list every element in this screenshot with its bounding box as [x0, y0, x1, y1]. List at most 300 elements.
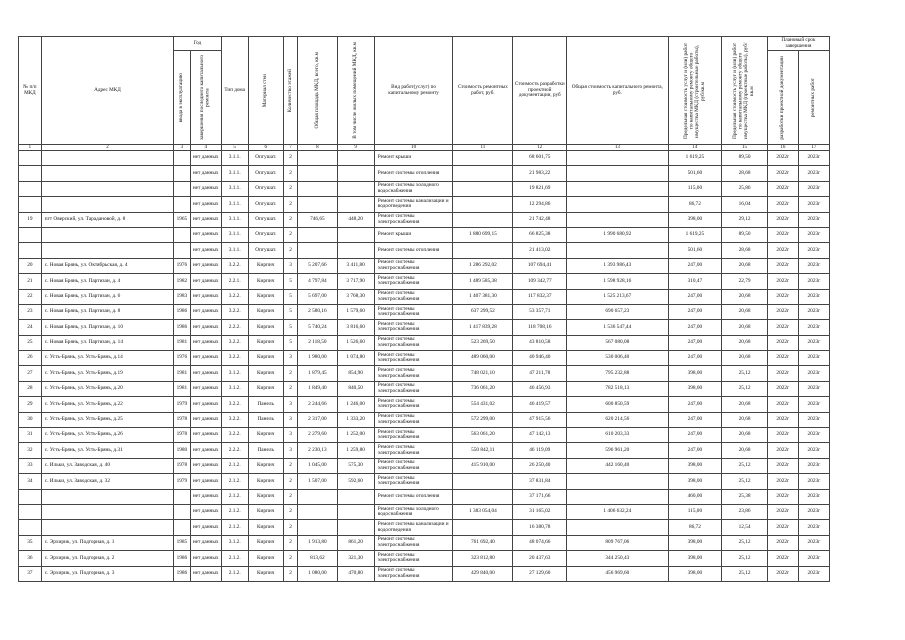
cell-living-area: 854,90	[337, 366, 374, 381]
table-row	[19, 504, 830, 519]
cell-term-design: 2022г	[767, 535, 798, 550]
cell-living-area: 840,50	[337, 381, 374, 396]
cell-total-area: 2 580,16	[298, 304, 337, 319]
cell-floors: 2	[283, 489, 297, 504]
cell-year: 1981	[174, 381, 191, 396]
cell-floors: 5	[283, 304, 297, 319]
cell-term-design: 2022г	[767, 397, 798, 412]
cell-last-repair: нет данных	[190, 412, 221, 427]
cell-total-area: 1 045,00	[298, 458, 337, 473]
cell-limit-cost-design: 28,68	[722, 243, 768, 258]
cell-last-repair: нет данных	[190, 166, 221, 181]
table-row	[19, 381, 830, 396]
cell-cost-repair: 1 880 699,15	[453, 227, 513, 242]
cell-total-area: 2 317,00	[298, 412, 337, 427]
cell-address: с. Новая Брянь, ул. Партизан, д. 10	[41, 320, 173, 335]
cell-total-cost: 344 250,43	[567, 551, 668, 566]
cell-total-cost: 795 232,88	[567, 366, 668, 381]
cell-cost-design: 31 165,02	[513, 504, 567, 519]
cell-term-works: 2023г	[798, 197, 829, 212]
cell-type: 3.1.2.	[221, 381, 248, 396]
cell-year: 1976	[174, 351, 191, 366]
cell-term-works: 2023г	[798, 243, 829, 258]
cell-cost-design: 19 821,69	[513, 181, 567, 196]
cell-total-area: 2 279,60	[298, 428, 337, 443]
table-row	[19, 520, 830, 535]
cell-work-type: Ремонт системы канализации и водоотведения	[374, 197, 453, 212]
cell-num: 27	[19, 366, 42, 381]
cell-limit-cost-design: 25,12	[722, 474, 768, 489]
cell-last-repair: нет данных	[190, 320, 221, 335]
cell-limit-cost-design: 25,12	[722, 551, 768, 566]
cell-type: 3.2.2.	[221, 258, 248, 273]
cell-address: с. Усть-Брянь, ул. Усть-Брянь, д.25	[41, 412, 173, 427]
cell-cost-repair: 523 269,50	[453, 335, 513, 350]
cell-living-area	[337, 197, 374, 212]
cell-last-repair: нет данных	[190, 566, 221, 581]
cell-total-cost	[567, 181, 668, 196]
cell-living-area: 3 717,90	[337, 274, 374, 289]
cell-cost-design: 47 915,56	[513, 412, 567, 427]
cell-limit-cost: 398,00	[668, 366, 722, 381]
cell-type: 3.2.2.	[221, 412, 248, 427]
cell-term-works: 2023г	[798, 535, 829, 550]
cell-type: 3.1.1.	[221, 197, 248, 212]
cell-work-type: Ремонт системы электроснабжения	[374, 566, 453, 581]
cell-type: 3.1.1.	[221, 212, 248, 227]
cell-material: Кирпич	[248, 381, 283, 396]
cell-living-area	[337, 151, 374, 166]
table-row	[19, 151, 830, 166]
cell-term-design: 2022г	[767, 551, 798, 566]
cell-limit-cost: 460,00	[668, 489, 722, 504]
cell-limit-cost-design: 89,50	[722, 227, 768, 242]
cell-last-repair: нет данных	[190, 489, 221, 504]
cell-year: 1983	[174, 289, 191, 304]
cell-total-cost	[567, 520, 668, 535]
cell-address: с. Эрхирик, ул. Подгорная, д. 3	[41, 566, 173, 581]
cell-material: Кирпич	[248, 304, 283, 319]
cell-floors: 2	[283, 212, 297, 227]
cell-last-repair: нет данных	[190, 258, 221, 273]
table-row	[19, 197, 830, 212]
cell-type: 3.1.2.	[221, 366, 248, 381]
header-living-area: В том числе жилых помещений МКД, кв.м	[337, 37, 374, 145]
cell-limit-cost-design: 20,68	[722, 289, 768, 304]
cell-material: Кирпич	[248, 551, 283, 566]
column-number: 9	[337, 145, 374, 151]
cell-last-repair: нет данных	[190, 551, 221, 566]
cell-floors: 3	[283, 428, 297, 443]
cell-living-area	[337, 166, 374, 181]
cell-num: 21	[19, 274, 42, 289]
cell-cost-design: 47 142,13	[513, 428, 567, 443]
cell-work-type: Ремонт системы электроснабжения	[374, 397, 453, 412]
cell-limit-cost-design: 20,68	[722, 428, 768, 443]
cell-num: 24	[19, 320, 42, 335]
cell-last-repair: нет данных	[190, 212, 221, 227]
header-type-house: Тип дома	[221, 37, 248, 145]
cell-living-area: 592,60	[337, 474, 374, 489]
cell-cost-design: 118 708,16	[513, 320, 567, 335]
cell-total-cost	[567, 489, 668, 504]
cell-last-repair: нет данных	[190, 474, 221, 489]
cell-material: Панель	[248, 397, 283, 412]
cell-limit-cost: 247,00	[668, 428, 722, 443]
cell-address: с. Новая Брянь, ул. Партизан, д. 14	[41, 335, 173, 350]
cell-material: Кирпич	[248, 428, 283, 443]
cell-material: Панель	[248, 443, 283, 458]
cell-cost-repair	[453, 212, 513, 227]
cell-floors: 3	[283, 351, 297, 366]
cell-living-area	[337, 243, 374, 258]
cell-floors: 5	[283, 274, 297, 289]
cell-term-works: 2023г	[798, 566, 829, 581]
cell-living-area	[337, 489, 374, 504]
cell-material: Опгушат.	[248, 227, 283, 242]
cell-term-works: 2023г	[798, 304, 829, 319]
cell-limit-cost-design: 25,12	[722, 535, 768, 550]
cell-cost-design: 53 357,71	[513, 304, 567, 319]
cell-last-repair: нет данных	[190, 351, 221, 366]
cell-year: 1986	[174, 320, 191, 335]
cell-year: 1978	[174, 428, 191, 443]
cell-term-design: 2022г	[767, 274, 798, 289]
cell-cost-design: 109 342,77	[513, 274, 567, 289]
cell-limit-cost: 247,00	[668, 335, 722, 350]
cell-cost-repair: 550 842,11	[453, 443, 513, 458]
cell-term-design: 2022г	[767, 428, 798, 443]
cell-last-repair: нет данных	[190, 381, 221, 396]
cell-material: Опгушат.	[248, 197, 283, 212]
cell-year	[174, 489, 191, 504]
cell-floors: 2	[283, 166, 297, 181]
cell-work-type: Ремонт системы электроснабжения	[374, 381, 453, 396]
cell-term-design: 2022г	[767, 366, 798, 381]
cell-total-cost: 782 518,13	[567, 381, 668, 396]
cell-limit-cost: 247,00	[668, 412, 722, 427]
header-term-design: разработки проектной документации	[767, 51, 798, 145]
cell-cost-repair: 1 489 585,38	[453, 274, 513, 289]
table-body	[19, 151, 830, 582]
cell-num	[19, 227, 42, 242]
cell-term-design: 2022г	[767, 474, 798, 489]
cell-cost-repair	[453, 197, 513, 212]
repair-plan-table	[18, 36, 830, 582]
cell-address: с. Ильки, ул. Заводская, д. 32	[41, 474, 173, 489]
cell-address	[41, 151, 173, 166]
cell-cost-repair: 429 840,00	[453, 566, 513, 581]
cell-living-area: 861,20	[337, 535, 374, 550]
cell-total-area: 1 507,00	[298, 474, 337, 489]
cell-living-area: 3 768,30	[337, 289, 374, 304]
cell-cost-design: 37 831,84	[513, 474, 567, 489]
cell-address: с. Усть-Брянь, ул. Усть-Брянь, д.22	[41, 397, 173, 412]
cell-work-type: Ремонт системы электроснабжения	[374, 428, 453, 443]
cell-limit-cost: 247,00	[668, 320, 722, 335]
cell-total-area: 5 207,66	[298, 258, 337, 273]
cell-term-works: 2023г	[798, 504, 829, 519]
cell-year	[174, 181, 191, 196]
cell-total-area: 5 740,24	[298, 320, 337, 335]
cell-num: 30	[19, 412, 42, 427]
cell-term-works: 2023г	[798, 520, 829, 535]
cell-material: Кирпич	[248, 504, 283, 519]
cell-term-works: 2023г	[798, 366, 829, 381]
cell-total-cost: 1 406 632,24	[567, 504, 668, 519]
table-row	[19, 227, 830, 242]
cell-address	[41, 166, 173, 181]
cell-term-works: 2023г	[798, 443, 829, 458]
cell-term-design: 2022г	[767, 489, 798, 504]
cell-term-design: 2022г	[767, 243, 798, 258]
cell-living-area: 3 816,60	[337, 320, 374, 335]
cell-total-area	[298, 489, 337, 504]
cell-cost-repair: 761 692,40	[453, 535, 513, 550]
cell-material: Кирпич	[248, 366, 283, 381]
cell-term-works: 2023г	[798, 181, 829, 196]
cell-address	[41, 243, 173, 258]
cell-term-works: 2023г	[798, 227, 829, 242]
table-row	[19, 397, 830, 412]
cell-cost-design: 20 437,63	[513, 551, 567, 566]
cell-type: 2.1.2.	[221, 474, 248, 489]
cell-limit-cost-design: 25,86	[722, 181, 768, 196]
cell-work-type: Ремонт системы отопления	[374, 166, 453, 181]
cell-total-cost: 1 393 986,43	[567, 258, 668, 273]
cell-material: Кирпич	[248, 258, 283, 273]
cell-total-area: 5 697,00	[298, 289, 337, 304]
cell-material: Кирпич	[248, 520, 283, 535]
cell-total-area	[298, 243, 337, 258]
cell-limit-cost: 1 619,25	[668, 151, 722, 166]
cell-total-cost: 1 525 213,67	[567, 289, 668, 304]
cell-limit-cost: 1 619,25	[668, 227, 722, 242]
cell-limit-cost: 398,00	[668, 551, 722, 566]
cell-year: 1979	[174, 397, 191, 412]
header-floors: Количество этажей	[283, 37, 297, 145]
cell-work-type: Ремонт системы электроснабжения	[374, 366, 453, 381]
cell-limit-cost-design: 25,12	[722, 366, 768, 381]
cell-num: 29	[19, 397, 42, 412]
header-total-cost: Общая стоимость капитального ремонта, руб.	[567, 37, 668, 145]
cell-type: 3.1.2.	[221, 535, 248, 550]
cell-floors: 2	[283, 227, 297, 242]
cell-cost-repair: 1 407 381,30	[453, 289, 513, 304]
cell-total-area: 2 244,66	[298, 397, 337, 412]
cell-total-cost: 610 203,33	[567, 428, 668, 443]
cell-term-design: 2022г	[767, 151, 798, 166]
cell-limit-cost-design: 25,12	[722, 458, 768, 473]
cell-limit-cost-design: 25,12	[722, 566, 768, 581]
cell-living-area: 448,20	[337, 212, 374, 227]
cell-num: 36	[19, 551, 42, 566]
cell-floors: 2	[283, 520, 297, 535]
table-row	[19, 366, 830, 381]
cell-cost-design: 21 413,02	[513, 243, 567, 258]
cell-material: Опгушат.	[248, 166, 283, 181]
cell-year: 1979	[174, 474, 191, 489]
cell-type: 3.2.2.	[221, 335, 248, 350]
cell-limit-cost: 398,00	[668, 381, 722, 396]
cell-total-area	[298, 151, 337, 166]
cell-living-area: 1 074,80	[337, 351, 374, 366]
cell-type: 2.1.2.	[221, 489, 248, 504]
cell-total-cost	[567, 474, 668, 489]
table-row	[19, 320, 830, 335]
cell-living-area: 1 526,60	[337, 335, 374, 350]
cell-term-works: 2023г	[798, 289, 829, 304]
cell-cost-design: 21 983,22	[513, 166, 567, 181]
cell-total-cost	[567, 212, 668, 227]
cell-cost-repair	[453, 474, 513, 489]
cell-cost-design: 40 946,40	[513, 351, 567, 366]
cell-type: 3.2.2.	[221, 304, 248, 319]
cell-type: 3.1.1.	[221, 243, 248, 258]
cell-type: 3.1.1.	[221, 227, 248, 242]
cell-term-works: 2023г	[798, 320, 829, 335]
cell-num	[19, 520, 42, 535]
cell-address: с. Усть-Брянь, ул. Усть-Брянь, д.19	[41, 366, 173, 381]
cell-material: Опгушат.	[248, 243, 283, 258]
cell-last-repair: нет данных	[190, 458, 221, 473]
cell-limit-cost-design: 16,04	[722, 197, 768, 212]
cell-limit-cost-design: 23,86	[722, 504, 768, 519]
header-year-commission: ввода в эксплуатацию	[174, 51, 191, 145]
cell-year: 1982	[174, 274, 191, 289]
cell-work-type: Ремонт системы электроснабжения	[374, 535, 453, 550]
cell-address: с. Усть-Брянь, ул. Усть-Брянь, д.26	[41, 428, 173, 443]
cell-limit-cost-design: 28,68	[722, 166, 768, 181]
cell-material: Кирпич	[248, 351, 283, 366]
header-cost-design: Стоимость разработки проектной документации, руб	[513, 37, 567, 145]
cell-cost-design: 117 832,37	[513, 289, 567, 304]
cell-num: 23	[19, 304, 42, 319]
cell-term-design: 2022г	[767, 335, 798, 350]
cell-total-area	[298, 197, 337, 212]
cell-total-cost: 596 961,20	[567, 443, 668, 458]
cell-cost-design: 12 294,86	[513, 197, 567, 212]
cell-floors: 2	[283, 181, 297, 196]
cell-num	[19, 151, 42, 166]
cell-cost-repair: 1 417 839,28	[453, 320, 513, 335]
cell-cost-repair: 563 061,20	[453, 428, 513, 443]
header-wall-material: Материал стен	[248, 37, 283, 145]
header-year-last-repair: завершения последнего капитального ремонта	[190, 51, 221, 145]
cell-last-repair: нет данных	[190, 151, 221, 166]
cell-address: с. Новая Брянь, ул. Партизан, д. 8	[41, 304, 173, 319]
cell-address	[41, 520, 173, 535]
header-address: Адрес МКД	[41, 37, 173, 145]
cell-cost-design: 26 250,40	[513, 458, 567, 473]
cell-material: Кирпич	[248, 474, 283, 489]
cell-work-type: Ремонт системы канализации и водоотведения	[374, 520, 453, 535]
cell-type: 2.2.2.	[221, 443, 248, 458]
cell-total-area	[298, 166, 337, 181]
column-number: 8	[298, 145, 337, 151]
cell-limit-cost: 398,00	[668, 535, 722, 550]
cell-floors: 2	[283, 504, 297, 519]
cell-year: 1980	[174, 443, 191, 458]
cell-work-type: Ремонт системы электроснабжения	[374, 443, 453, 458]
cell-living-area: 3 411,80	[337, 258, 374, 273]
column-number: 10	[374, 145, 453, 151]
cell-address: с. Эрхирик, ул. Подгорная, д. 1	[41, 535, 173, 550]
cell-term-works: 2023г	[798, 351, 829, 366]
cell-last-repair: нет данных	[190, 520, 221, 535]
cell-work-type: Ремонт системы холодного водоснабжения	[374, 504, 453, 519]
cell-limit-cost-design: 20,68	[722, 443, 768, 458]
cell-last-repair: нет данных	[190, 243, 221, 258]
cell-floors: 5	[283, 289, 297, 304]
cell-cost-design: 46 119,09	[513, 443, 567, 458]
cell-term-design: 2022г	[767, 181, 798, 196]
cell-cost-design: 46 456,93	[513, 381, 567, 396]
cell-work-type: Ремонт крыши	[374, 151, 453, 166]
cell-total-area: 1 913,80	[298, 535, 337, 550]
cell-address	[41, 227, 173, 242]
cell-type: 2.1.2.	[221, 520, 248, 535]
table-row	[19, 412, 830, 427]
cell-term-design: 2022г	[767, 227, 798, 242]
cell-limit-cost: 247,00	[668, 304, 722, 319]
cell-total-cost: 690 657,23	[567, 304, 668, 319]
cell-term-works: 2023г	[798, 381, 829, 396]
column-number: 13	[567, 145, 668, 151]
cell-year	[174, 504, 191, 519]
cell-year: 1965	[174, 212, 191, 227]
cell-limit-cost: 115,00	[668, 504, 722, 519]
cell-total-cost	[567, 197, 668, 212]
header-num: № п/п МКД	[19, 37, 42, 145]
cell-cost-repair	[453, 243, 513, 258]
cell-limit-cost-design: 20,68	[722, 335, 768, 350]
cell-num: 35	[19, 535, 42, 550]
cell-living-area: 321,30	[337, 551, 374, 566]
cell-limit-cost-design: 89,50	[722, 151, 768, 166]
cell-num	[19, 489, 42, 504]
cell-total-cost: 1 990 680,92	[567, 227, 668, 242]
header-total-area: Общая площадь МКД, всего, кв.м	[298, 37, 337, 145]
cell-work-type: Ремонт системы электроснабжения	[374, 212, 453, 227]
cell-year	[174, 520, 191, 535]
cell-term-works: 2023г	[798, 151, 829, 166]
cell-term-design: 2022г	[767, 458, 798, 473]
cell-cost-repair: 736 061,20	[453, 381, 513, 396]
cell-term-works: 2023г	[798, 412, 829, 427]
cell-limit-cost: 247,00	[668, 258, 722, 273]
cell-num: 28	[19, 381, 42, 396]
cell-limit-cost-design: 20,68	[722, 258, 768, 273]
cell-address: пгт Оверский, ул. Тарадановой, д. 8	[41, 212, 173, 227]
cell-total-area	[298, 520, 337, 535]
column-number: 6	[248, 145, 283, 151]
cell-term-design: 2022г	[767, 412, 798, 427]
table-row	[19, 351, 830, 366]
cell-limit-cost: 247,00	[668, 397, 722, 412]
column-number: 15	[722, 145, 768, 151]
cell-type: 2.1.2.	[221, 551, 248, 566]
cell-year: 1981	[174, 335, 191, 350]
cell-living-area: 1 333,20	[337, 412, 374, 427]
cell-type: 2.1.2.	[221, 566, 248, 581]
cell-year: 1986	[174, 566, 191, 581]
cell-total-area	[298, 181, 337, 196]
cell-total-cost	[567, 243, 668, 258]
cell-term-works: 2023г	[798, 489, 829, 504]
cell-living-area	[337, 181, 374, 196]
cell-term-design: 2022г	[767, 381, 798, 396]
